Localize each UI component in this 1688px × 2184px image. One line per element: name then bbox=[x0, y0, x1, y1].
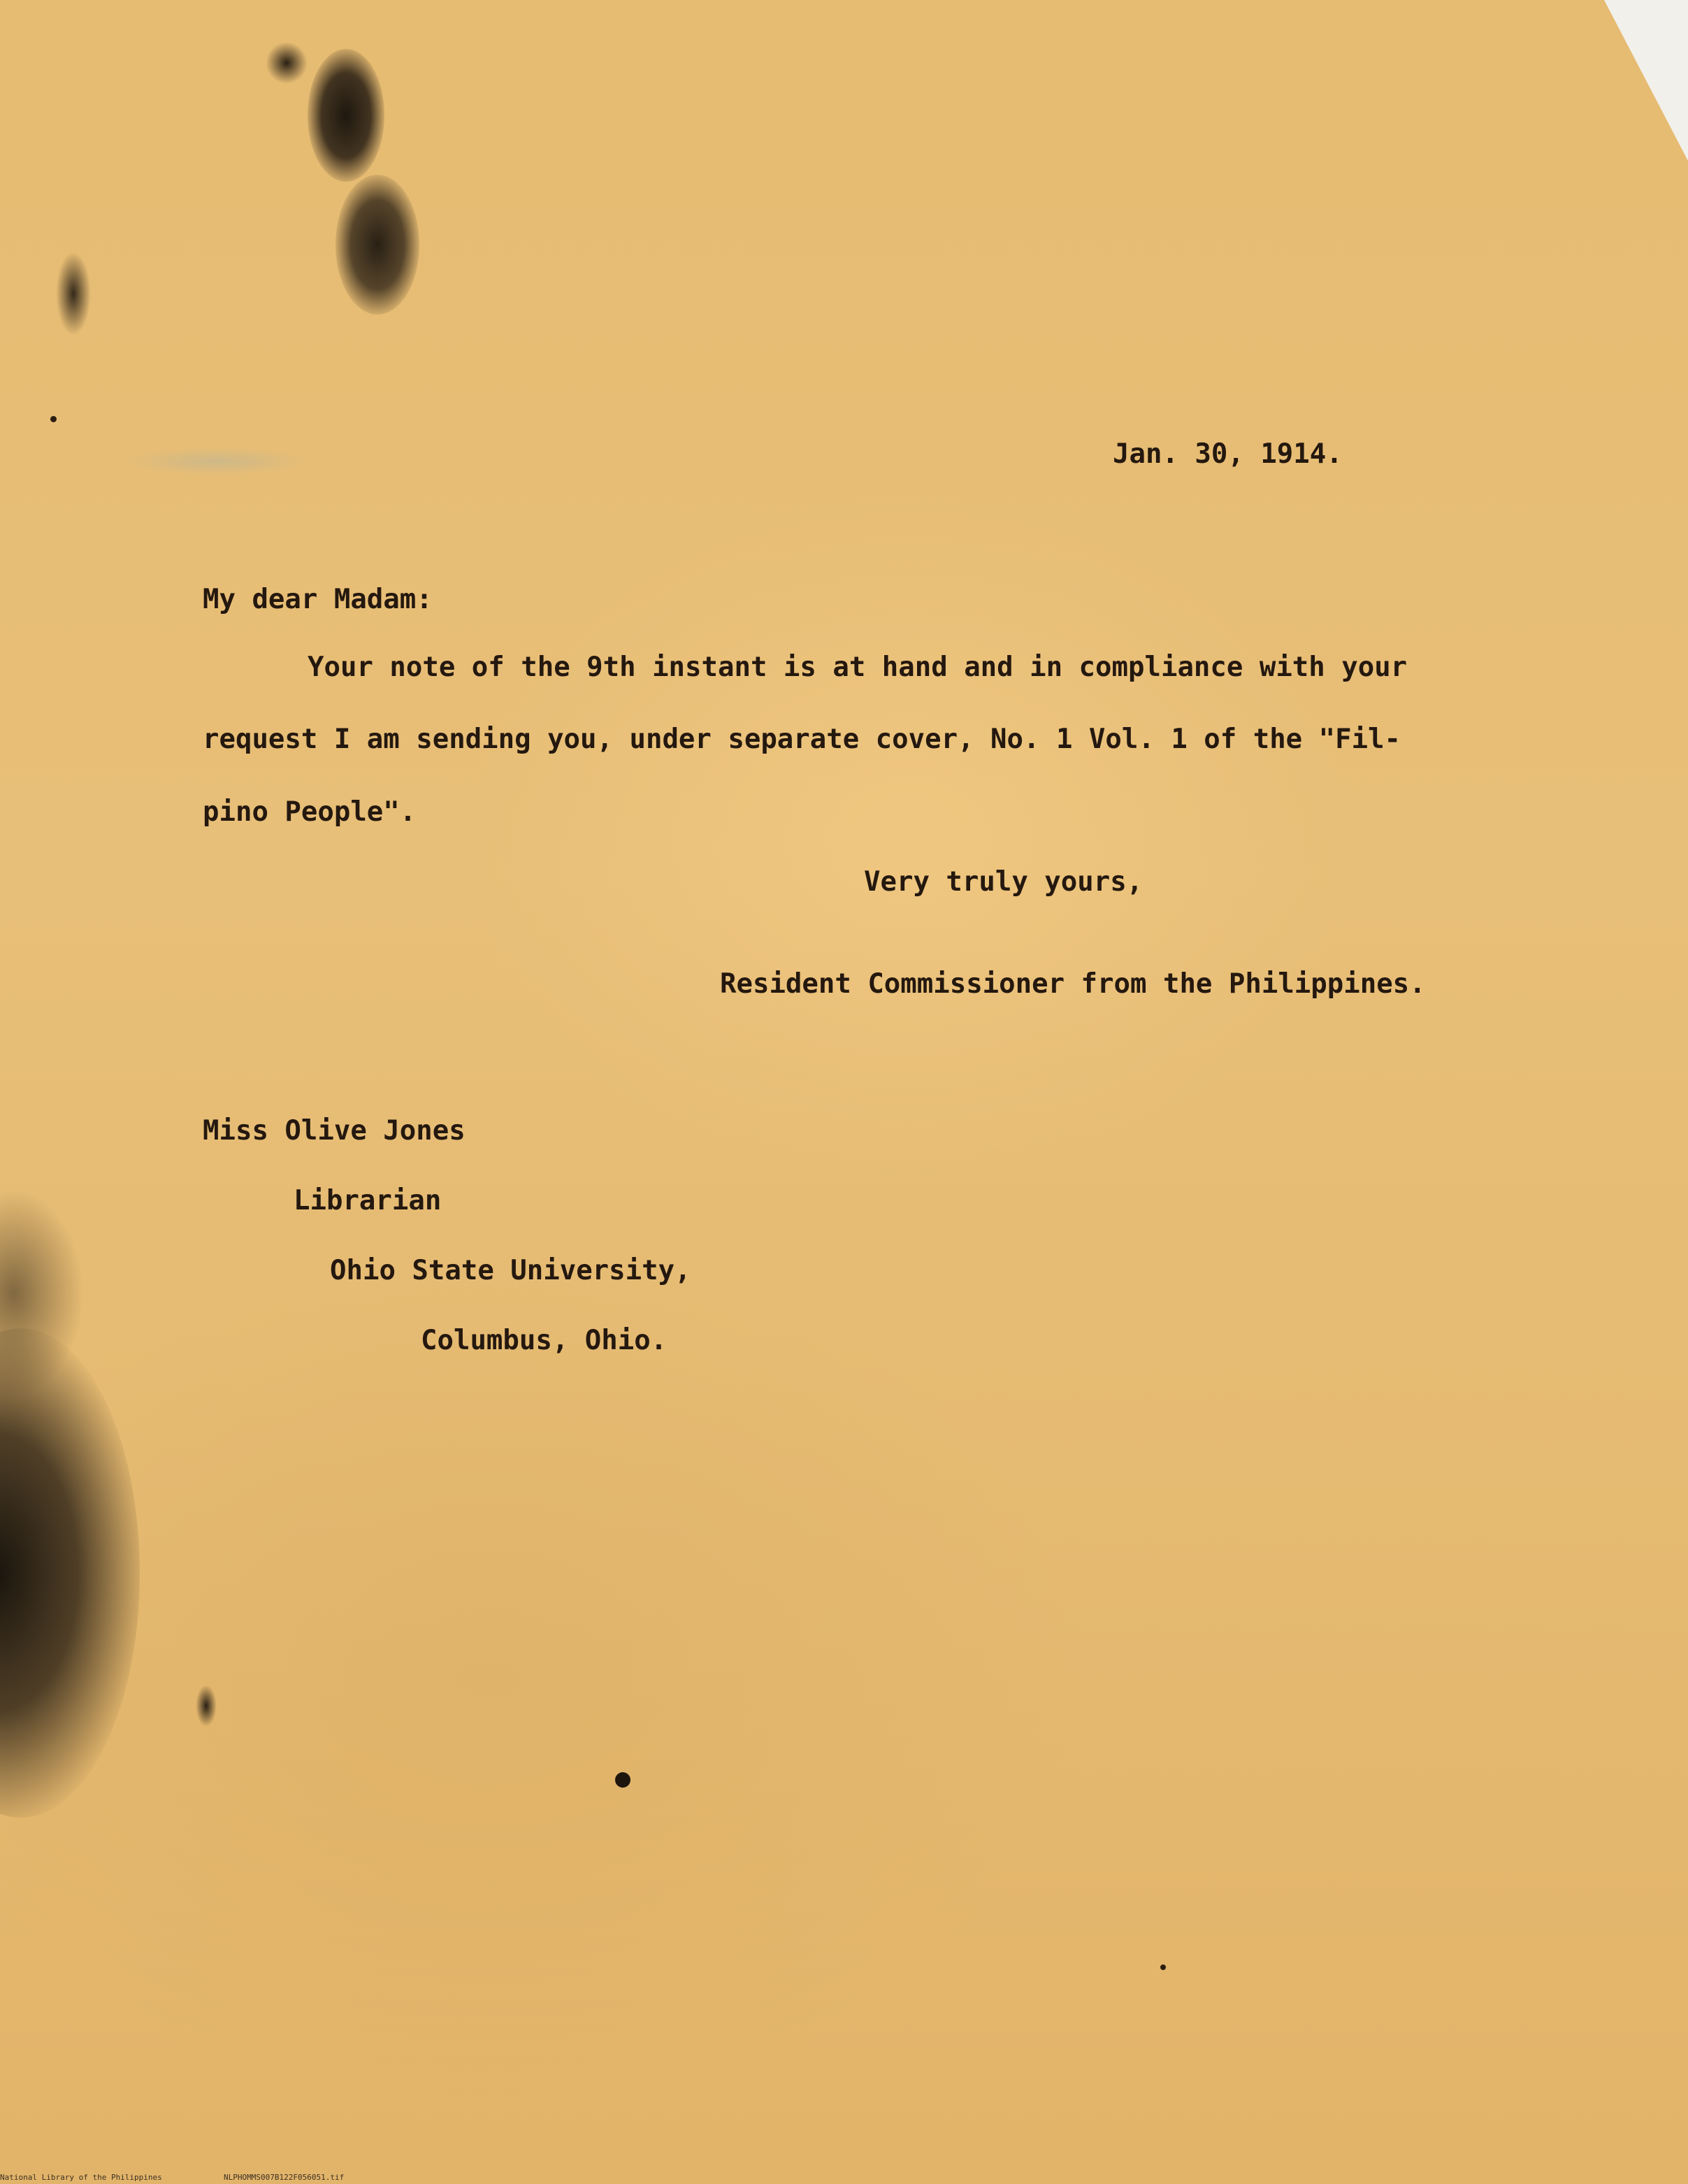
ink-blot bbox=[336, 175, 419, 315]
dark-stain bbox=[0, 1328, 140, 1818]
ink-dot bbox=[615, 1772, 630, 1788]
ink-mark bbox=[196, 1685, 217, 1727]
body-line-3: pino People". bbox=[203, 796, 417, 828]
recipient-name: Miss Olive Jones bbox=[203, 1115, 466, 1147]
body-line-2: request I am sending you, under separate cover, No. 1 Vol. 1 of the "Fil- bbox=[203, 724, 1401, 755]
ink-blot bbox=[266, 42, 308, 84]
body-line-1: Your note of the 9th instant is at hand and in compliance with your bbox=[308, 652, 1408, 683]
recipient-institution: Ohio State University, bbox=[330, 1255, 691, 1286]
recipient-city: Columbus, Ohio. bbox=[421, 1325, 668, 1356]
salutation: My dear Madam: bbox=[203, 584, 433, 615]
faint-mark bbox=[126, 447, 308, 475]
footer-source: National Library of the Philippines bbox=[0, 2173, 162, 2182]
signature-title: Resident Commissioner from the Philippines. bbox=[720, 968, 1426, 1000]
ink-dot bbox=[50, 416, 57, 422]
ink-mark bbox=[56, 252, 91, 336]
recipient-title: Librarian bbox=[294, 1185, 442, 1216]
closing: Very truly yours, bbox=[864, 866, 1144, 898]
ink-blot bbox=[308, 49, 384, 182]
footer-file-id: NLPHOMMS007B122F056051.tif bbox=[224, 2173, 345, 2182]
letter-date: Jan. 30, 1914. bbox=[1113, 438, 1343, 470]
folded-corner bbox=[1604, 0, 1688, 161]
ink-dot bbox=[1160, 1964, 1166, 1970]
